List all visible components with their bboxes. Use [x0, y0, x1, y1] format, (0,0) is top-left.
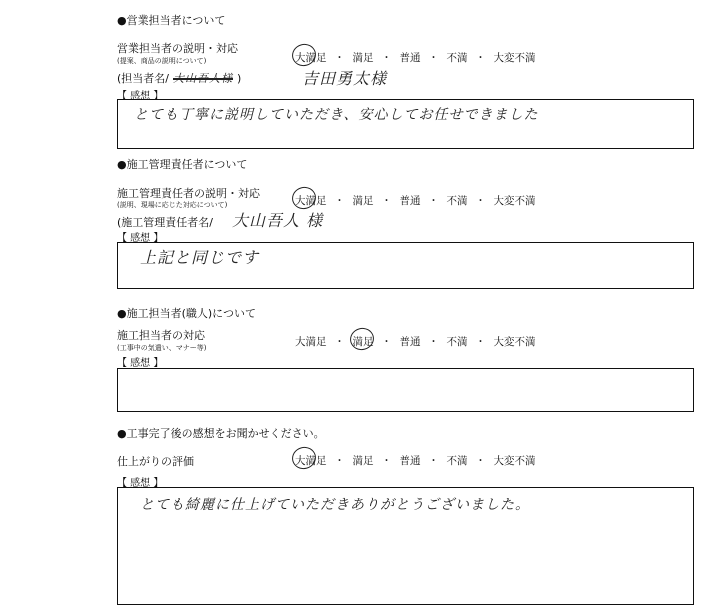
separator: ・ [334, 195, 345, 207]
rating-option[interactable]: 大満足 [295, 52, 327, 64]
separator: ・ [475, 195, 486, 207]
separator: ・ [428, 455, 439, 467]
impression-label: 【 感想 】 [117, 233, 164, 244]
impression-box-completion[interactable] [117, 487, 694, 605]
separator: ・ [475, 336, 486, 348]
separator: ・ [428, 336, 439, 348]
manager-name-label: (施工管理責任者名/ [117, 216, 213, 229]
separator: ・ [475, 52, 486, 64]
impression-text: とても綺麗に仕上げていただきありがとうございました。 [140, 497, 530, 513]
rating-option[interactable]: 普通 [399, 52, 421, 64]
impression-label: 【 感想 】 [117, 478, 164, 489]
paren: ) [237, 72, 242, 85]
separator: ・ [334, 52, 345, 64]
impression-box-craftsman[interactable] [117, 368, 694, 412]
finish-rating[interactable] [295, 453, 536, 468]
impression-box-sales[interactable] [117, 99, 694, 149]
separator: ・ [334, 455, 345, 467]
rating-option[interactable]: 大満足 [295, 336, 327, 348]
name-label: (担当者名/ [117, 72, 169, 85]
section-heading-sales: ●営業担当者について [117, 14, 226, 27]
section-heading-completion: ●工事完了後の感想をお聞かせください。 [117, 427, 325, 440]
rating-option[interactable]: 大満足 [295, 455, 327, 467]
craftsman-rating[interactable] [295, 334, 536, 349]
struck-name: 大山吾人様 [173, 72, 233, 85]
separator: ・ [381, 455, 392, 467]
impression-label: 【 感想 】 [117, 358, 164, 369]
sales-name-label [117, 70, 241, 86]
rating-option[interactable]: 大変不満 [493, 52, 536, 64]
rating-option[interactable]: 満足 [352, 52, 374, 64]
rating-option[interactable]: 大変不満 [493, 455, 536, 467]
separator: ・ [428, 52, 439, 64]
manager-sublabel: (説明、現場に応じた対応について) [117, 201, 228, 209]
rating-option[interactable]: 大変不満 [493, 195, 536, 207]
rating-option[interactable]: 大満足 [295, 195, 327, 207]
section-heading-manager: ●施工管理責任者について [117, 158, 248, 171]
separator: ・ [381, 52, 392, 64]
separator: ・ [475, 455, 486, 467]
craftsman-sublabel: (工事中の気遣い、マナー等) [117, 344, 207, 352]
rating-option[interactable]: 普通 [399, 195, 421, 207]
sales-rating[interactable] [295, 50, 536, 65]
impression-label: 【 感想 】 [117, 91, 164, 102]
impression-box-manager[interactable] [117, 242, 694, 289]
rating-option[interactable]: 大変不満 [493, 336, 536, 348]
rating-option[interactable]: 満足 [352, 195, 374, 207]
sales-sublabel: (提案、商品の説明について) [117, 57, 207, 65]
craftsman-label: 施工担当者の対応 [117, 329, 205, 342]
rating-option[interactable]: 不満 [446, 52, 468, 64]
sales-name-value: 吉田勇太様 [302, 69, 388, 88]
impression-text: とても丁寧に説明していただき、安心してお任せできました [134, 107, 539, 123]
separator: ・ [381, 336, 392, 348]
separator: ・ [428, 195, 439, 207]
rating-option[interactable]: 普通 [399, 455, 421, 467]
sales-label: 営業担当者の説明・対応 [117, 42, 238, 55]
section-heading-craftsman: ●施工担当者(職人)について [117, 307, 256, 320]
rating-option[interactable]: 満足 [352, 455, 374, 467]
rating-option[interactable]: 普通 [399, 336, 421, 348]
finish-label: 仕上がりの評価 [117, 455, 194, 468]
rating-option[interactable]: 不満 [446, 195, 468, 207]
manager-name-value: 大山吾人 様 [232, 211, 324, 230]
separator: ・ [381, 195, 392, 207]
impression-text: 上記と同じです [140, 248, 260, 267]
manager-rating[interactable] [295, 193, 536, 208]
rating-option[interactable]: 満足 [352, 336, 374, 348]
rating-option[interactable]: 不満 [446, 336, 468, 348]
separator: ・ [334, 336, 345, 348]
manager-label: 施工管理責任者の説明・対応 [117, 187, 260, 200]
rating-option[interactable]: 不満 [446, 455, 468, 467]
